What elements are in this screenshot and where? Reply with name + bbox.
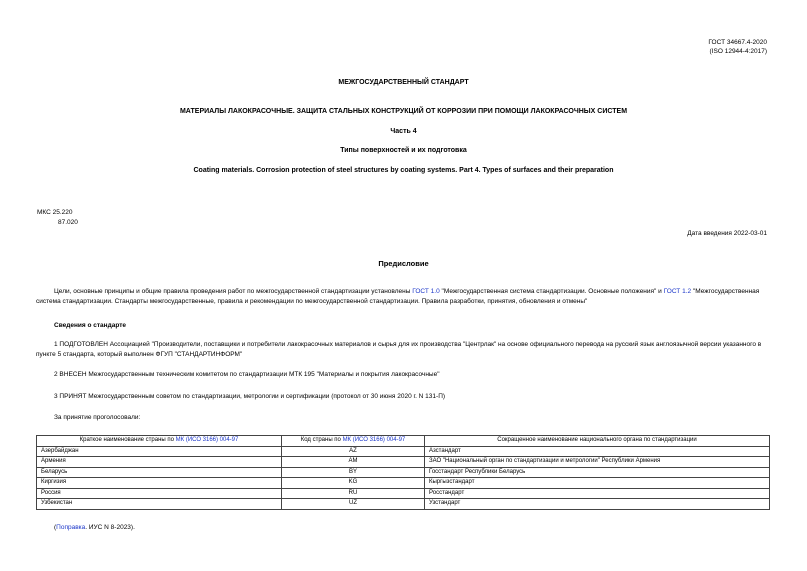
code-cell: AZ [282, 446, 425, 457]
preface-text-end: "Межгосударственная система стандартизации. Стандарты межгосударственные, правила и рекомендации по межгосударственной стандартизации. Правила разработки, принятия, обновления и отмены" [36, 288, 760, 305]
country-cell: Узбекистан [37, 499, 282, 510]
mks-code-2: 87.020 [58, 219, 78, 226]
amendment-rest: . ИУС N 8-2023). [85, 524, 135, 531]
col-code-prefix: Код страны по [300, 437, 343, 444]
code-cell: AM [282, 457, 425, 468]
country-cell: Беларусь [37, 467, 282, 478]
preface-heading: Предисловие [378, 259, 429, 268]
code-cell: KG [282, 478, 425, 489]
col-code-header [282, 436, 425, 447]
introduction-date: Дата введения 2022-03-01 [687, 230, 767, 237]
table-row [37, 457, 770, 468]
country-cell: Азербайджан [37, 446, 282, 457]
preface-paragraph [36, 287, 772, 307]
org-cell: Росстандарт [425, 488, 770, 499]
voted-label: За принятие проголосовали: [54, 414, 141, 421]
document-subtitle: Типы поверхностей и их подготовка [340, 147, 467, 154]
table-row [37, 499, 770, 510]
amendment-link[interactable]: Поправка [56, 524, 86, 531]
english-title: Coating materials. Corrosion protection of steel structures by coating systems. Part 4. Types of surfaces and their preparation [193, 167, 614, 174]
table-row [37, 467, 770, 478]
code-cell: UZ [282, 499, 425, 510]
org-cell: ЗАО "Национальный орган по стандартизации и метрологии" Республики Армения [425, 457, 770, 468]
org-cell: Госстандарт Республики Беларусь [425, 467, 770, 478]
mk-iso-link[interactable]: МК (ИСО 3166) 004-97 [175, 437, 239, 444]
code-cell: BY [282, 467, 425, 478]
amendment-note [54, 523, 135, 532]
gost-1-0-link[interactable]: ГОСТ 1.0 [412, 288, 440, 295]
gost-1-2-link[interactable]: ГОСТ 1.2 [663, 288, 692, 295]
item-prepared: 1 ПОДГОТОВЛЕН Ассоциацией "Производители, поставщики и потребители лакокрасочных материалов и сырья для их производства "Центрлак" на основе официального перевода на русский язык англоязычной версии указанного в пункте 5 стандарта, который выполнен ФГУП "СТАНДАРТИНФОРМ" [36, 341, 762, 358]
org-cell: Кыргызстандарт [425, 478, 770, 489]
country-cell: Россия [37, 488, 282, 499]
table-row [37, 488, 770, 499]
amendment-open: ( [54, 524, 57, 531]
document-title: МАТЕРИАЛЫ ЛАКОКРАСОЧНЫЕ. ЗАЩИТА СТАЛЬНЫХ КОНСТРУКЦИЙ ОТ КОРРОЗИИ ПРИ ПОМОЩИ ЛАКОКРАСОЧНЫХ СИСТЕМ [179, 108, 628, 115]
document-type: МЕЖГОСУДАРСТВЕННЫЙ СТАНДАРТ [338, 79, 469, 86]
org-cell: Азстандарт [425, 446, 770, 457]
code-cell: RU [282, 488, 425, 499]
col-country-header [37, 436, 282, 447]
org-cell: Узстандарт [425, 499, 770, 510]
standard-number: ГОСТ 34667.4-2020 [708, 39, 767, 46]
item-adopted: 3 ПРИНЯТ Межгосударственным советом по стандартизации, метрологии и сертификации (протокол от 30 июня 2020 г. N 131-П) [54, 393, 446, 400]
iso-reference: (ISO 12944-4:2017) [709, 48, 767, 55]
col-country-prefix: Краткое наименование страны по [79, 437, 176, 444]
preface-text-start: Цели, основные принципы и общие правила проведения работ по межгосударственной стандартизации установлены [54, 288, 413, 295]
mk-iso-link[interactable]: МК (ИСО 3166) 004-97 [342, 437, 406, 444]
country-cell: Армения [37, 457, 282, 468]
table-row [37, 446, 770, 457]
preface-text-mid: "Межгосударственная система стандартизации. Основные положения" и [439, 288, 664, 295]
voting-table [36, 435, 770, 510]
table-row [37, 478, 770, 489]
country-cell: Киргизия [37, 478, 282, 489]
col-org-header: Сокращенное наименование национального органа по стандартизации [425, 436, 770, 447]
table-header-row [37, 436, 770, 447]
document-part: Часть 4 [390, 128, 417, 135]
info-heading: Сведения о стандарте [54, 322, 127, 329]
item-submitted: 2 ВНЕСЕН Межгосударственным техническим комитетом по стандартизации МТК 195 "Материалы и покрытия лакокрасочные" [54, 371, 440, 378]
mks-code: МКС 25.220 [37, 209, 73, 216]
